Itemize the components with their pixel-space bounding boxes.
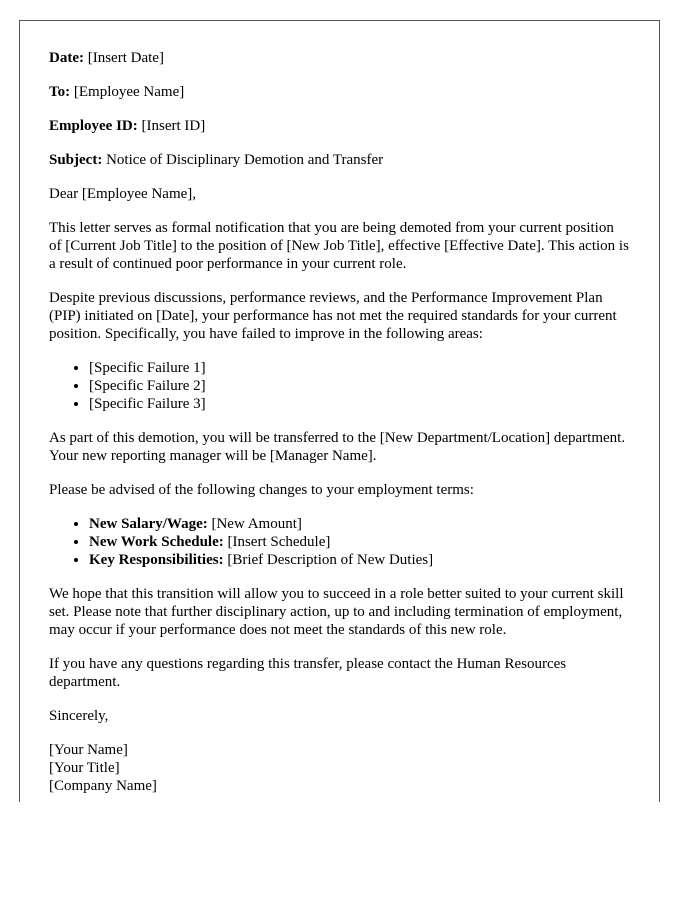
paragraph-changes-intro: Please be advised of the following changes to your employment terms: — [49, 482, 474, 498]
list-item: • [Specific Failure 2] — [89, 377, 630, 395]
salutation: Dear [Employee Name], — [49, 186, 197, 202]
failures-list — [49, 359, 630, 413]
changes-list — [49, 515, 630, 569]
list-item — [89, 515, 630, 533]
paragraph-performance: Despite previous discussions, performance reviews, and the Performance Improvement Plan (PIP) initiated on [Date], your performance has not met the required standards for your current position. Specifically, you have failed to improve in the following areas: — [49, 290, 617, 342]
employee-id-line — [49, 117, 630, 135]
list-item: • [Specific Failure 1] — [89, 359, 630, 377]
subject-value: Notice of Disciplinary Demotion and Transfer — [106, 152, 384, 168]
change-label: Key Responsibilities: — [89, 552, 224, 568]
sign-off: Sincerely, — [49, 708, 109, 724]
subject-line — [49, 151, 630, 169]
subject-label: Subject: — [49, 152, 103, 168]
paragraph-transfer: As part of this demotion, you will be transferred to the [New Department/Location] department. Your new reporting manager will be [Manager Name]. — [49, 430, 626, 464]
letter-document — [19, 20, 660, 802]
company-name: [Company Name] — [49, 778, 157, 794]
paragraph-questions: If you have any questions regarding this transfer, please contact the Human Resources department. — [49, 656, 567, 690]
list-item: • [Specific Failure 3] — [89, 395, 630, 413]
signature-block — [49, 741, 630, 795]
change-label: New Work Schedule: — [89, 534, 224, 550]
list-item — [89, 551, 630, 569]
date-label: Date: — [49, 50, 84, 66]
signer-title: [Your Title] — [49, 760, 120, 776]
date-value: [Insert Date] — [87, 50, 164, 66]
change-value: [New Amount] — [211, 516, 302, 532]
paragraph-notification: This letter serves as formal notification that you are being demoted from your current position of [Current Job Title] to the position of [New Job Title], effective [Effective Date]. This action is a result of continued poor performance in your current role. — [49, 220, 629, 272]
change-value: [Insert Schedule] — [227, 534, 331, 550]
to-label: To: — [49, 84, 71, 100]
to-value: [Employee Name] — [73, 84, 185, 100]
to-line — [49, 83, 630, 101]
list-item — [89, 533, 630, 551]
employee-id-value: [Insert ID] — [141, 118, 206, 134]
change-label: New Salary/Wage: — [89, 516, 208, 532]
date-line — [49, 49, 630, 67]
change-value: [Brief Description of New Duties] — [227, 552, 434, 568]
employee-id-label: Employee ID: — [49, 118, 138, 134]
paragraph-transition: We hope that this transition will allow you to succeed in a role better suited to your current skill set. Please note that further disciplinary action, up to and including termination of employment, may occur if your performance does not meet the standards of this new role. — [49, 586, 624, 638]
signer-name: [Your Name] — [49, 742, 128, 758]
